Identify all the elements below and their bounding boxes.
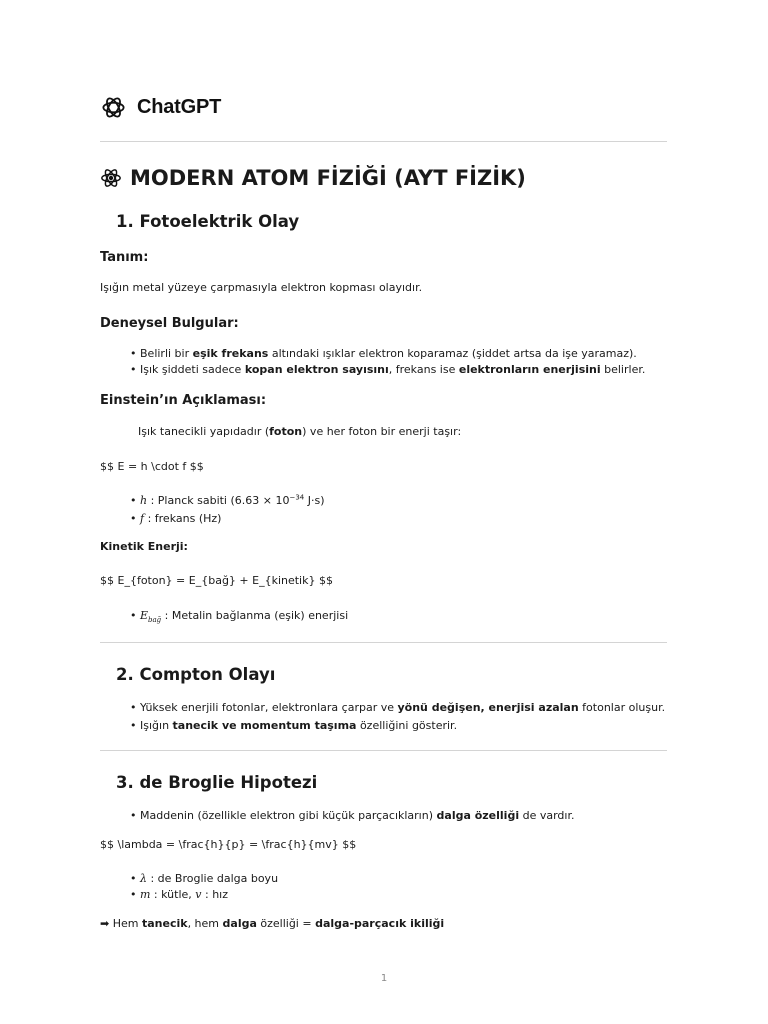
kinetik-heading: Kinetik Enerji: (100, 540, 188, 553)
section-heading-fotoelektrik: 1. Fotoelektrik Olay (116, 212, 300, 231)
page-title (100, 166, 526, 190)
divider (100, 750, 667, 751)
formula-debroglie: $$ \lambda = \frac{h}{p} = \frac{h}{mv} $$ (100, 838, 357, 851)
einstein-text: Işık tanecikli yapıdadır (foton) ve her foton bir enerji taşır: (138, 425, 462, 438)
list-item: • Maddenin (özellikle elektron gibi küçük parçacıkların) dalga özelliği de vardır. (130, 809, 575, 822)
formula-kinetic: $$ E_{foton} = E_{bağ} + E_{kinetik} $$ (100, 574, 333, 587)
arrow-right-icon: ➡ (100, 917, 110, 930)
list-item: • h : Planck sabiti ($6.63 \times 10^{-34}$ J·s) (130, 493, 325, 507)
list-item: • $E_{bağ}$ : Metalin bağlanma (eşik) enerjisi (130, 609, 349, 625)
atom-icon (100, 167, 122, 189)
openai-logo-icon (100, 94, 127, 121)
list-item: • Işık şiddeti sadece kopan elektron sayısını, frekans ise elektronların enerjisini belirler. (130, 363, 646, 376)
list-item: • Belirli bir eşik frekans altındaki ışıklar elektron koparamaz (şiddet artsa da işe yaramaz). (130, 347, 637, 360)
section-heading-debroglie: 3. de Broglie Hipotezi (116, 773, 318, 792)
einstein-heading: Einstein’ın Açıklaması: (100, 393, 267, 408)
list-item: • f : frekans (Hz) (130, 512, 222, 525)
tanim-heading: Tanım: (100, 250, 149, 265)
chatgpt-logo (100, 94, 221, 121)
list-item: • Işığın tanecik ve momentum taşıma özelliğini gösterir. (130, 719, 458, 732)
divider (100, 141, 667, 142)
conclusion-text: ➡ Hem tanecik, hem dalga özelliği = dalga-parçacık ikiliği (100, 917, 445, 930)
page-number: 1 (380, 973, 388, 984)
list-item: • λ : de Broglie dalga boyu (130, 872, 279, 885)
brand-name: ChatGPT (137, 96, 222, 118)
list-item: • m : kütle, v : hız (130, 888, 229, 901)
tanim-text: Işığın metal yüzeye çarpmasıyla elektron kopması olayıdır. (100, 281, 423, 294)
page-title-text: MODERN ATOM FİZİĞİ (AYT FİZİK) (130, 166, 526, 190)
section-heading-compton: 2. Compton Olayı (116, 665, 276, 684)
divider (100, 642, 667, 643)
formula-energy: $$ E = h \cdot f $$ (100, 460, 204, 473)
bulgular-heading: Deneysel Bulgular: (100, 316, 239, 331)
list-item: • Yüksek enerjili fotonlar, elektronlara çarpar ve yönü değişen, enerjisi azalan fotonlar oluşur. (130, 701, 666, 714)
